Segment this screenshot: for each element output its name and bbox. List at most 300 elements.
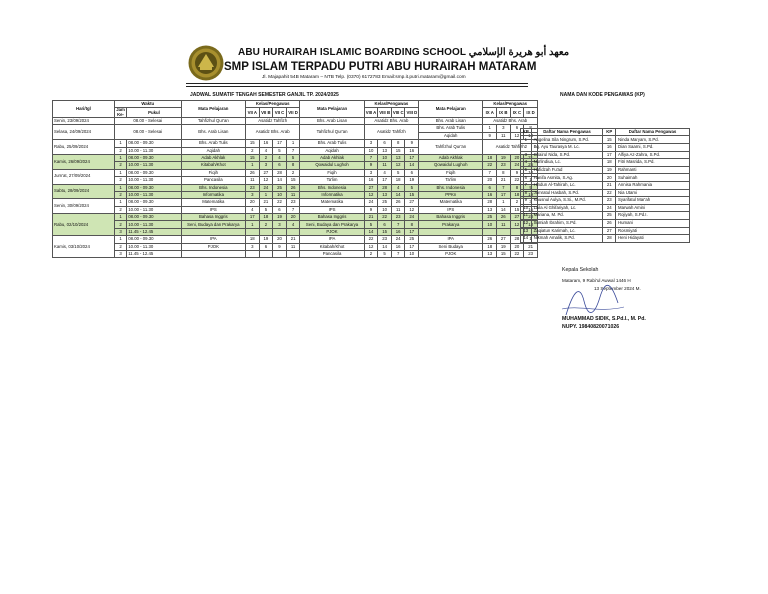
proctor-cell: 18 [246, 236, 260, 243]
proctor-cell: 26 [391, 199, 405, 206]
proctor-cell: 18 [510, 191, 524, 198]
subject-cell: Seni, Budaya dan Prakarya [181, 221, 245, 228]
proctor-cell: 3 [246, 191, 260, 198]
name-cell: Alfiya Az-Zahra, S.Pd. [616, 151, 690, 159]
subject-cell: Adab Akhlak [181, 154, 245, 161]
subject-cell: Pancasila [300, 251, 364, 258]
proctor-cell: 7 [497, 184, 511, 191]
kp-cell: 18 [603, 159, 616, 167]
proctor-cell: 5 [273, 147, 287, 154]
proctor-cell: 4 [273, 154, 287, 161]
proctor-cell: 10 [483, 221, 497, 228]
subject-cell: Bhs. Arab Lisan [181, 125, 245, 140]
proctor-cell: 21 [286, 236, 300, 243]
table-row [521, 143, 690, 151]
name-cell: Bq. Ayu Taurasya M. Lc. [531, 143, 603, 151]
proctor-cell: 1 [497, 199, 511, 206]
proctor-cell: 13 [483, 251, 497, 258]
proctor-cell: 14 [405, 162, 419, 169]
kp-cell: 2 [521, 143, 532, 151]
proctor-cell: 8 [286, 162, 300, 169]
proctor-cell: 6 [510, 125, 524, 132]
name-cell: Annisa Rahmania [616, 181, 690, 189]
proctor-cell: 25 [378, 199, 392, 206]
proctor-cell: 3 [259, 162, 273, 169]
proctor-cell: 11 [286, 191, 300, 198]
proctor-cell: 15 [286, 177, 300, 184]
proctor-cell: 15 [246, 154, 260, 161]
subject-cell: IPA [419, 236, 483, 243]
proctor-cell: 12 [510, 132, 524, 139]
subject-cell: Bahasa Inggris [181, 214, 245, 221]
proctor-cell: 19 [405, 177, 419, 184]
jam-cell: 2 [114, 221, 126, 228]
time-cell: 10.00 - 11.30 [127, 162, 181, 169]
day-cell: Senin, 23/09/2024 [53, 117, 115, 124]
proctor-cell: 24 [364, 199, 378, 206]
proctor-cell: 3 [524, 199, 538, 206]
subject-cell: Bhs. Arab Lisan [419, 117, 483, 124]
col-class: VII C [273, 108, 287, 118]
col-class: VII B [259, 108, 273, 118]
time-cell: 08.00 - 09.30 [127, 236, 181, 243]
table-row [53, 162, 538, 169]
proctor-cell: 16 [364, 177, 378, 184]
table-row [53, 184, 538, 191]
proctor-cell: 6 [405, 169, 419, 176]
kp-cell: 17 [603, 151, 616, 159]
proctor-cell [259, 251, 273, 258]
proctor-cell: 20 [286, 214, 300, 221]
subject-cell: Informatika [181, 191, 245, 198]
proctor-cell [273, 228, 287, 235]
kp-cell: 7 [521, 181, 532, 189]
proctor-cell: 12 [391, 162, 405, 169]
proctor-cell: 11 [497, 221, 511, 228]
subject-cell: Bahasa Inggris [419, 214, 483, 221]
subject-cell: PJOK [181, 243, 245, 250]
proctor-cell: 23 [497, 162, 511, 169]
subject-cell: Adab Akhlak [419, 154, 483, 161]
proctor-cell: 12 [510, 221, 524, 228]
proctor-cell: 13 [483, 206, 497, 213]
proctor-cell: 2 [286, 169, 300, 176]
kp-cell: 16 [603, 143, 616, 151]
signature-nupy: NUPY. 19840820071026 [562, 324, 620, 330]
time-cell: 08.00 - 09.30 [127, 140, 181, 147]
subject-cell [419, 228, 483, 235]
proctor-cell: 11 [286, 243, 300, 250]
signature-date-hijri: Mataram, 9 Rabi'ul Awwal 1446 H [562, 278, 631, 283]
proctor-cell: 18 [483, 243, 497, 250]
proctor-cell: 17 [405, 154, 419, 161]
day-cell: Jum'at, 27/09/2024 [53, 169, 115, 184]
table-row [53, 191, 538, 198]
subject-cell: Fiqih [181, 169, 245, 176]
proctor-cell: Asatidz Tahfizh [246, 117, 300, 124]
name-cell: Nurlindiua, Lc. [531, 159, 603, 167]
name-cell: Hafidzah Fu'ad [531, 166, 603, 174]
table-row [521, 181, 690, 189]
proctor-cell: 23 [391, 214, 405, 221]
proctor-cell: 2 [364, 251, 378, 258]
kp-cell: 19 [603, 166, 616, 174]
proctor-cell [246, 251, 260, 258]
table-row [53, 154, 538, 161]
table-row [521, 151, 690, 159]
kp-cell: 26 [603, 219, 616, 227]
proctor-cell: 12 [405, 206, 419, 213]
kp-cell: 10 [521, 204, 532, 212]
schedule-title: JADWAL SUMATIF TENGAH SEMESTER GANJIL TP. 2024/2025 [190, 92, 339, 98]
kp-cell: 27 [603, 227, 616, 235]
col-nama: Daftar Nama Pengawas [616, 129, 690, 136]
name-cell: Heni Hidayati [616, 235, 690, 243]
table-row [53, 214, 538, 221]
kp-cell: 13 [521, 227, 532, 235]
subject-cell: Bahasa Inggris [300, 214, 364, 221]
proctor-cell: 10 [273, 191, 287, 198]
time-cell: 08.00 - 09.30 [127, 154, 181, 161]
name-cell: Rojiyah, S.Pd.I. [616, 212, 690, 220]
jam-cell: 1 [114, 140, 126, 147]
subject-cell: Adab Akhlak [300, 154, 364, 161]
jam-cell: 1 [114, 199, 126, 206]
subject-cell: IPS [419, 206, 483, 213]
kp-cell: 14 [521, 235, 532, 243]
table-row [53, 199, 538, 206]
name-cell: Marwah Amini [616, 204, 690, 212]
kp-cell: 22 [603, 189, 616, 197]
proctor-cell: 22 [483, 162, 497, 169]
proctor-cell: 10 [524, 169, 538, 176]
proctor-cell: 4 [391, 184, 405, 191]
school-name-line2: SMP ISLAM TERPADU PUTRI ABU HURAIRAH MATARAM [224, 61, 537, 73]
proctor-cell: 19 [273, 214, 287, 221]
proctor-cell: 1 [524, 236, 538, 243]
subject-cell [181, 251, 245, 258]
proctor-cell: 16 [391, 228, 405, 235]
table-row [521, 136, 690, 144]
jam-cell: 1 [114, 169, 126, 176]
day-cell: Kamis, 26/09/2024 [53, 154, 115, 169]
col-class: VII A [246, 108, 260, 118]
subject-cell: Aqidah [181, 147, 245, 154]
proctor-cell: 1 [286, 140, 300, 147]
proctor-cell: 15 [510, 206, 524, 213]
table-row [53, 117, 538, 124]
proctor-cell: 27 [510, 214, 524, 221]
time-cell: 10.00 - 11.30 [127, 243, 181, 250]
table-row [53, 177, 538, 184]
jam-cell: 1 [114, 214, 126, 221]
proctor-cell: 22 [364, 236, 378, 243]
subject-cell: Matematika [300, 199, 364, 206]
name-cell: Hindun Al-Tahirah, Lc. [531, 181, 603, 189]
table-row [521, 212, 690, 220]
proctor-cell: Asatidz Bhs. Arab [246, 125, 300, 140]
school-emblem-icon [186, 44, 226, 82]
time-cell: 08.00 - Selesai [114, 125, 181, 140]
subject-cell: Prakarya [419, 221, 483, 228]
proctor-cell: 13 [524, 221, 538, 228]
proctor-cell: 7 [391, 221, 405, 228]
table-row [53, 228, 538, 235]
proctor-cell: 23 [286, 199, 300, 206]
col-class: VIII D [405, 108, 419, 118]
proctor-cell: 7 [391, 251, 405, 258]
name-cell: Khusnul Aulya, S.Si., M.Pd. [531, 197, 603, 205]
proctor-cell: 6 [259, 243, 273, 250]
proctor-cell: 12 [364, 191, 378, 198]
table-row [53, 140, 538, 147]
proctor-cell: 13 [391, 154, 405, 161]
proctor-cell: 1 [246, 162, 260, 169]
proctor-cell: 23 [378, 236, 392, 243]
proctor-cell: 6 [273, 206, 287, 213]
kp-cell: 21 [603, 181, 616, 189]
proctor-cell: 5 [378, 251, 392, 258]
proctor-cell: 6 [483, 184, 497, 191]
proctor-cell: 4 [378, 169, 392, 176]
proctor-cell: 7 [286, 206, 300, 213]
table-row [53, 236, 538, 243]
col-class: VII D [286, 108, 300, 118]
day-cell: Senin, 30/09/2024 [53, 199, 115, 214]
proctor-cell: 6 [378, 221, 392, 228]
header-rule-thin [186, 86, 528, 87]
time-cell: 10.00 - 11.30 [127, 221, 181, 228]
proctor-cell: 20 [273, 236, 287, 243]
table-row [53, 125, 538, 132]
proctor-cell: 17 [405, 228, 419, 235]
subject-cell: IPA [181, 236, 245, 243]
proctor-cell: 26 [246, 169, 260, 176]
col-mapel-ix: Mata Pelajaran [419, 101, 483, 118]
time-cell: 08.00 - Selesai [114, 117, 181, 124]
proctor-cell: 10 [378, 206, 392, 213]
proctor-cell [246, 228, 260, 235]
proctor-cell [497, 228, 511, 235]
proctor-cell: 18 [259, 214, 273, 221]
proctor-cell: 14 [391, 191, 405, 198]
proctor-cell: Asatidz Tahfizh [364, 125, 418, 140]
col-class: VIII C [391, 108, 405, 118]
time-cell: 11.45 - 12.45 [127, 228, 181, 235]
proctor-cell: 11 [246, 177, 260, 184]
table-row [53, 206, 538, 213]
proctor-cell: 21 [524, 243, 538, 250]
proctor-cell: 16 [391, 243, 405, 250]
table-row [521, 189, 690, 197]
proctor-cell: 11 [378, 162, 392, 169]
proctor-cell: 28 [273, 169, 287, 176]
name-cell: Chairul Nida, S.Pd. [531, 151, 603, 159]
subject-cell: Kitabah/Khot [300, 243, 364, 250]
proctor-cell: 14 [524, 132, 538, 139]
name-cell: Suhaimah [616, 174, 690, 182]
jam-cell: 2 [114, 177, 126, 184]
subject-cell: IPS [300, 206, 364, 213]
day-cell: Kamis, 03/10/2024 [53, 236, 115, 258]
proctor-cell: 21 [497, 177, 511, 184]
kp-cell: 24 [603, 204, 616, 212]
proctor-cell: 8 [524, 125, 538, 132]
col-jam: Jam Ke- [116, 107, 125, 117]
proctor-cell: 4 [259, 147, 273, 154]
proctor-cell: 13 [378, 147, 392, 154]
proctor-cell: 14 [497, 206, 511, 213]
jam-cell: 2 [114, 243, 126, 250]
name-cell: Laila Al Ghifariyah, Lc. [531, 204, 603, 212]
proctor-cell: 23 [246, 184, 260, 191]
proctor-cell: 28 [510, 236, 524, 243]
kp-cell: 12 [521, 219, 532, 227]
proctor-cell: 8 [391, 140, 405, 147]
proctor-cell: 9 [364, 206, 378, 213]
proctor-cell: 19 [524, 191, 538, 198]
table-row [521, 219, 690, 227]
table-row [53, 169, 538, 176]
table-row [53, 251, 538, 258]
name-cell: Rosmiyati [616, 227, 690, 235]
subject-cell: PJOK [419, 251, 483, 258]
proctor-cell: 9 [510, 169, 524, 176]
proctor-cell: 15 [497, 251, 511, 258]
proctor-cell: Asatidz Bhs. Arab [483, 117, 538, 124]
subject-cell: Qowaidul Lughoh [300, 162, 364, 169]
pengawas-table [520, 128, 690, 243]
time-cell: 10.00 - 11.30 [127, 206, 181, 213]
schedule-body [53, 117, 538, 257]
col-kp: KP [521, 129, 532, 136]
proctor-cell: 1 [483, 125, 497, 132]
col-waktu: Waktu [114, 101, 181, 108]
col-class: IX B [497, 108, 511, 118]
proctor-cell: 1 [259, 191, 273, 198]
day-cell: Rabu, 25/09/2024 [53, 140, 115, 155]
subject-cell: Bhs. Arab Tulis [300, 140, 364, 147]
table-row [53, 243, 538, 250]
proctor-cell: 3 [246, 243, 260, 250]
proctor-cell: 22 [378, 214, 392, 221]
subject-cell: Ta'lim [300, 177, 364, 184]
proctor-cell: 20 [483, 177, 497, 184]
proctor-cell [259, 228, 273, 235]
time-cell: 10.00 - 11.30 [127, 191, 181, 198]
name-cell: Rahmanti [616, 166, 690, 174]
proctor-cell: 25 [483, 214, 497, 221]
name-cell: Fitri Masrida, S.Pd. [616, 159, 690, 167]
proctor-cell: 16 [483, 191, 497, 198]
subject-cell: Pancasila [181, 177, 245, 184]
proctor-cell: 7 [286, 147, 300, 154]
proctor-cell: 2 [259, 221, 273, 228]
subject-cell: Qowaidul Lughoh [419, 162, 483, 169]
proctor-cell: 4 [286, 221, 300, 228]
subject-cell: Matematika [419, 199, 483, 206]
proctor-cell: 24 [405, 214, 419, 221]
name-cell: Angelina Sila Ningrum, S.Pd. [531, 136, 603, 144]
name-cell: Mariana, M. Pd. [531, 212, 603, 220]
subject-cell: IPS [181, 206, 245, 213]
proctor-cell: 9 [364, 162, 378, 169]
subject-cell: Bhs. Indonesia [419, 184, 483, 191]
proctor-cell: 17 [246, 214, 260, 221]
jam-cell: 2 [114, 162, 126, 169]
proctor-cell: 10 [405, 251, 419, 258]
col-class: IX D [524, 108, 538, 118]
proctor-cell: 5 [391, 169, 405, 176]
proctor-cell: 9 [405, 140, 419, 147]
col-kelas-vii: Kelas/Pengawas [246, 101, 300, 108]
kp-cell: 25 [603, 212, 616, 220]
kp-cell: 20 [603, 174, 616, 182]
subject-cell: Tahfizhul Qur'an [419, 140, 483, 155]
proctor-cell: 20 [510, 154, 524, 161]
name-cell: Jumratul Hasbah, S.Pd. [531, 189, 603, 197]
subject-cell: Tahfizhul Qur'an [181, 117, 245, 124]
proctor-cell: 5 [364, 221, 378, 228]
school-address: Jl. Majapahit 54B Mataram – NTB Telp. (0370) 6172783 Email:smp.it.putri.mataram@gmail.com [262, 75, 466, 80]
col-kelas-viii: Kelas/Pengawas [364, 101, 418, 108]
proctor-cell: 9 [483, 132, 497, 139]
col-pukul: Pukul [127, 108, 181, 118]
kp-cell: 28 [603, 235, 616, 243]
proctor-cell: 2 [246, 147, 260, 154]
kp-cell: 3 [521, 151, 532, 159]
proctor-cell: 21 [364, 214, 378, 221]
col-class: VIII A [364, 108, 378, 118]
proctor-cell: 6 [378, 140, 392, 147]
jam-cell: 3 [114, 251, 126, 258]
subject-cell: Ta'lim [419, 177, 483, 184]
proctor-cell: 26 [286, 184, 300, 191]
jam-cell: 2 [114, 191, 126, 198]
table-row [521, 174, 690, 182]
proctor-cell: 20 [510, 243, 524, 250]
subject-cell: Fiqih [419, 169, 483, 176]
table-row [521, 204, 690, 212]
time-cell: 08.00 - 09.30 [127, 169, 181, 176]
proctor-cell: 1 [524, 177, 538, 184]
time-cell: 10.00 - 11.30 [127, 177, 181, 184]
subject-cell: Bhs. Arab Tulis [419, 125, 483, 132]
proctor-cell: 3 [364, 169, 378, 176]
proctor-cell: 10 [364, 147, 378, 154]
proctor-cell: 28 [483, 199, 497, 206]
col-kp: KP [603, 129, 616, 136]
jam-cell: 3 [114, 228, 126, 235]
proctor-cell: Asatidz Tahfizh [483, 140, 538, 155]
subject-cell: Informatika [300, 191, 364, 198]
proctor-cell: 3 [273, 221, 287, 228]
kp-cell: 11 [521, 212, 532, 220]
proctor-cell: 27 [364, 184, 378, 191]
proctor-cell: 27 [497, 236, 511, 243]
kp-cell: 9 [521, 197, 532, 205]
name-cell: Hanifa Asmita, S.Ag. [531, 174, 603, 182]
proctor-cell: 14 [273, 177, 287, 184]
day-cell: Rabu, 02/10/2024 [53, 214, 115, 236]
time-cell: 11.45 - 12.45 [127, 251, 181, 258]
name-cell: Syarifatul Mar'ah [616, 197, 690, 205]
subject-cell: PPKn [419, 191, 483, 198]
proctor-cell: 22 [273, 199, 287, 206]
proctor-cell: 27 [405, 199, 419, 206]
subject-cell: Tahfizhul Qur'an [300, 125, 364, 140]
col-nama: Daftar Nama Pengawas [531, 129, 603, 136]
